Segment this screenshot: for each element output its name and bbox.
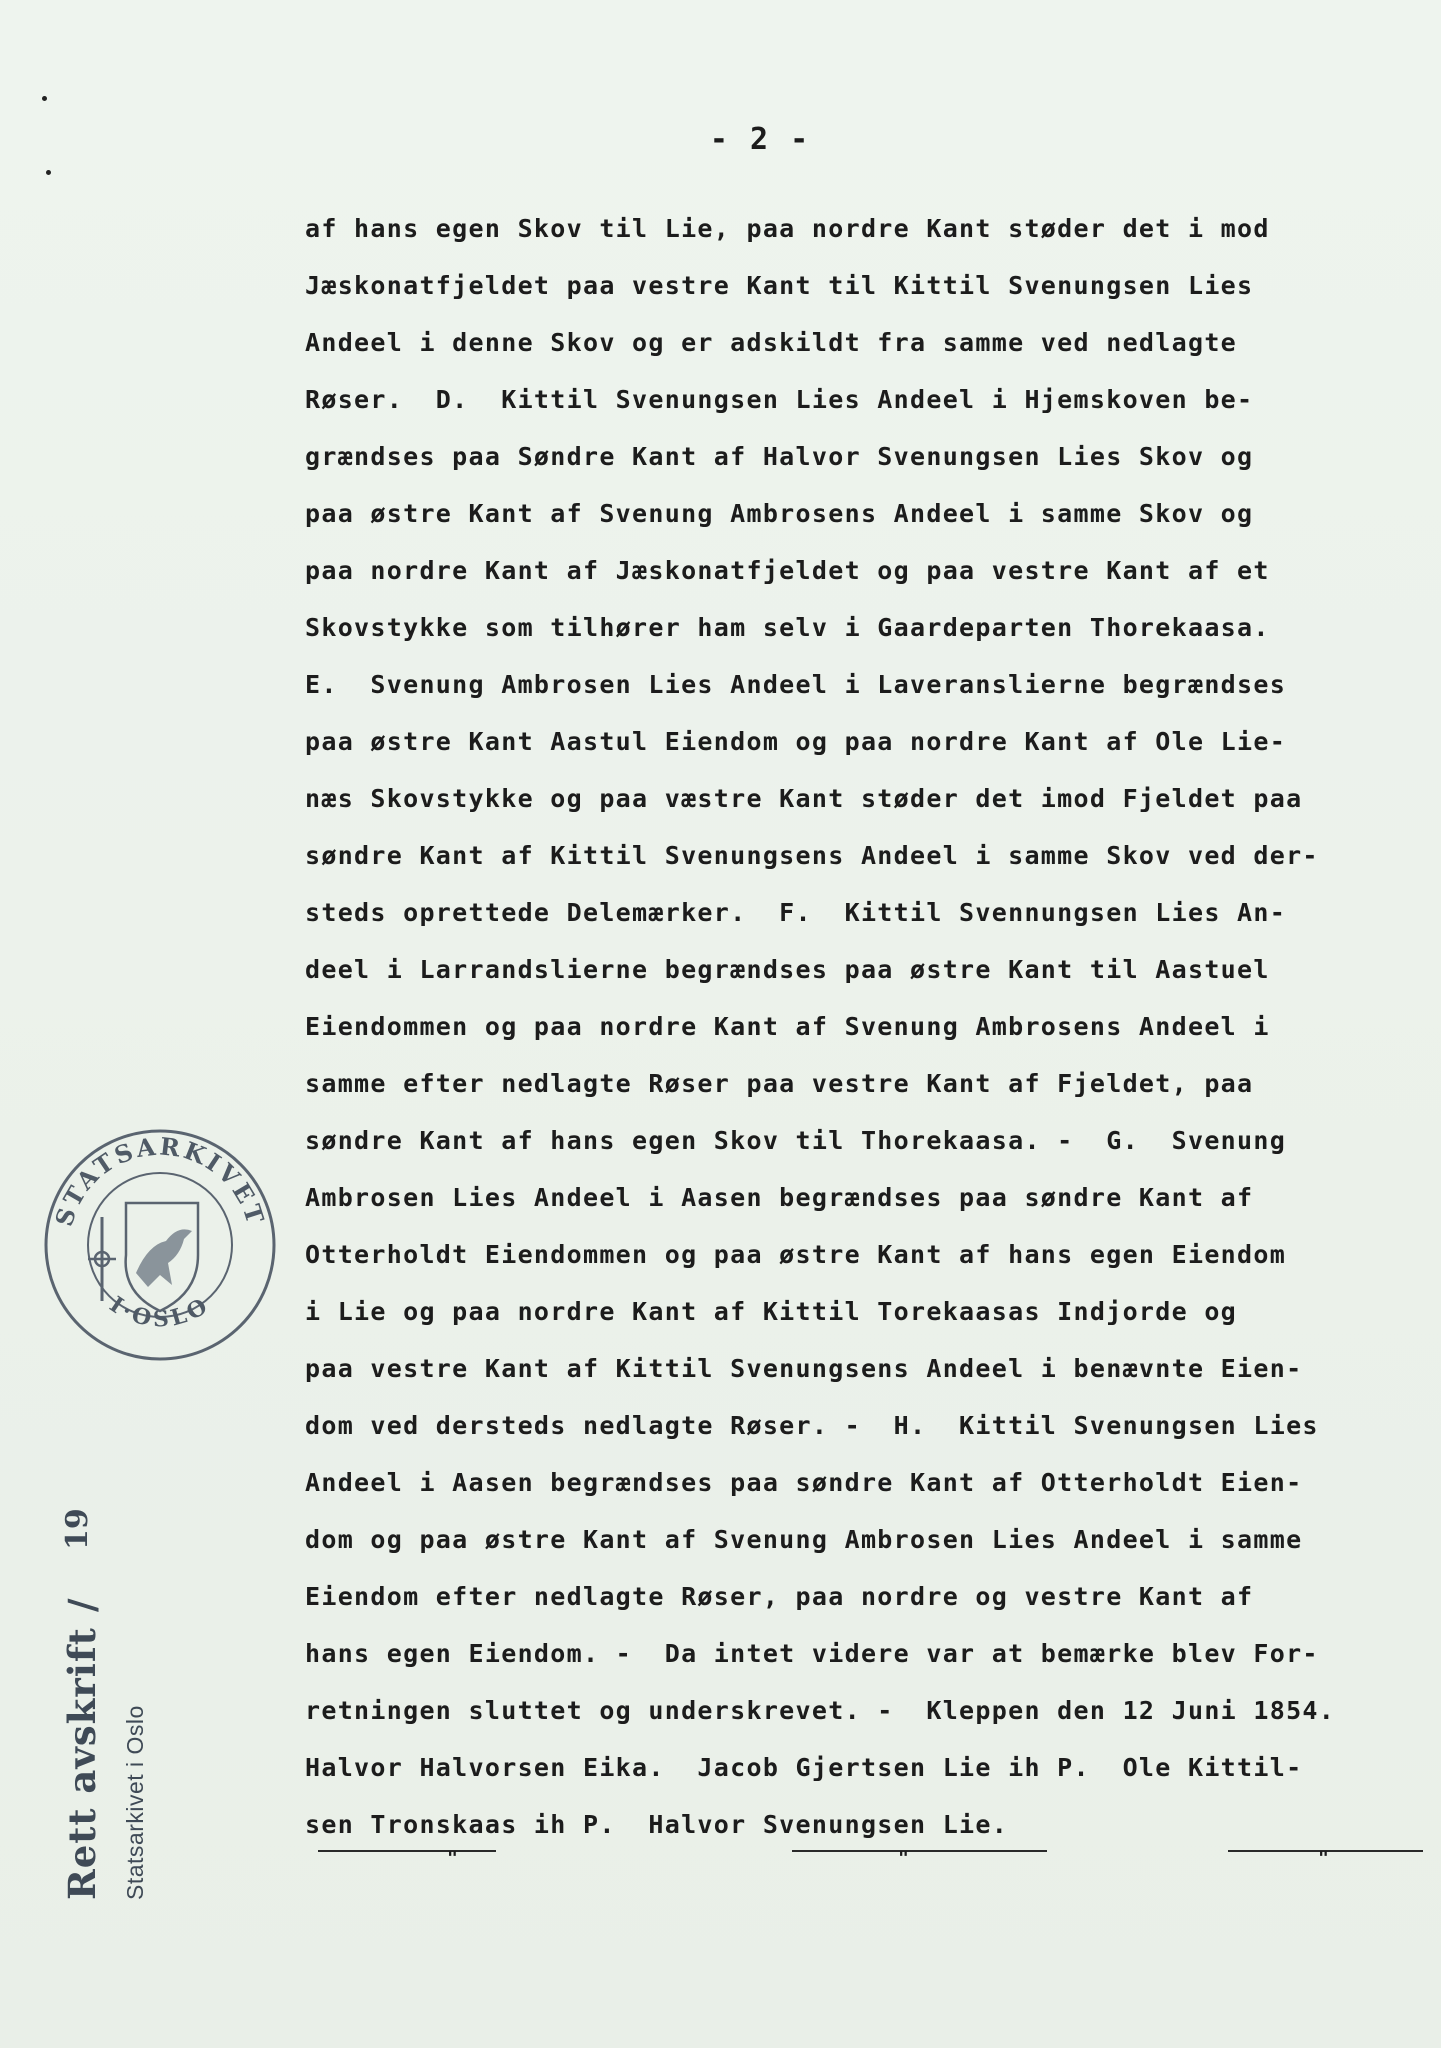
svg-text:STATSARKIVET (49, 1131, 271, 1229)
text-line: dom og paa østre Kant af Svenung Ambrosen Lies Andeel i samme (305, 1525, 1303, 1554)
ditto-mark: " (447, 1848, 458, 1869)
seal-text-bottom: I·OSLO (104, 1291, 216, 1333)
margin-mark (46, 170, 51, 175)
text-line: Skovstykke som tilhører ham selv i Gaardeparten Thorekaasa. (305, 613, 1270, 642)
signature-line (318, 1850, 496, 1852)
text-line: retningen sluttet og underskrevet. - Kleppen den 12 Juni 1854. (305, 1696, 1336, 1725)
text-line: af hans egen Skov til Lie, paa nordre Kant støder det i mod (305, 214, 1270, 243)
stamp-title: Rett avskrift (60, 1627, 104, 1900)
text-line: næs Skovstykke og paa væstre Kant støder det imod Fjeldet paa (305, 784, 1303, 813)
text-line: deel i Larrandslierne begrændses paa østre Kant til Aastuel (305, 955, 1270, 984)
certified-copy-stamp (60, 1340, 180, 1900)
text-line: E. Svenung Ambrosen Lies Andeel i Laveranslierne begrændses (305, 670, 1287, 699)
text-line: Røser. D. Kittil Svenungsen Lies Andeel i Hjemskoven be- (305, 385, 1254, 414)
document-body (305, 200, 1425, 1853)
ditto-mark: " (1318, 1848, 1329, 1869)
text-line: samme efter nedlagte Røser paa vestre Kant af Fjeldet, paa (305, 1069, 1254, 1098)
text-line: grændses paa Søndre Kant af Halvor Svenungsen Lies Skov og (305, 442, 1254, 471)
text-line: dom ved dersteds nedlagte Røser. - H. Kittil Svenungsen Lies (305, 1411, 1319, 1440)
text-line: paa østre Kant af Svenung Ambrosens Andeel i samme Skov og (305, 499, 1254, 528)
stamp-archive-name: Statsarkivet i Oslo (122, 1705, 148, 1900)
text-line: hans egen Eiendom. - Da intet videre var at bemærke blev For- (305, 1639, 1319, 1668)
margin-mark (42, 96, 47, 101)
text-line: Eiendom efter nedlagte Røser, paa nordre og vestre Kant af (305, 1582, 1254, 1611)
text-line: Andeel i Aasen begrændses paa søndre Kant af Otterholdt Eien- (305, 1468, 1303, 1497)
text-line: Ambrosen Lies Andeel i Aasen begrændses paa søndre Kant af (305, 1183, 1254, 1212)
text-line: sen Tronskaas ih P. Halvor Svenungsen Lie. (305, 1810, 1009, 1839)
archive-seal (40, 1125, 280, 1365)
stamp-separator: / (60, 1598, 104, 1612)
text-line: søndre Kant af hans egen Skov til Thorekaasa. - G. Svenung (305, 1126, 1287, 1155)
stamp-year: 19 (60, 1508, 95, 1550)
signature-line (792, 1850, 1047, 1852)
page-number: - 2 - (709, 122, 811, 157)
text-line: paa østre Kant Aastul Eiendom og paa nordre Kant af Ole Lie- (305, 727, 1287, 756)
text-line: Eiendommen og paa nordre Kant af Svenung Ambrosens Andeel i (305, 1012, 1270, 1041)
ditto-mark: " (898, 1848, 909, 1869)
text-line: paa nordre Kant af Jæskonatfjeldet og paa vestre Kant af et (305, 556, 1270, 585)
text-line: Andeel i denne Skov og er adskildt fra samme ved nedlagte (305, 328, 1238, 357)
text-line: i Lie og paa nordre Kant af Kittil Torekaasas Indjorde og (305, 1297, 1238, 1326)
text-line: søndre Kant af Kittil Svenungsens Andeel i samme Skov ved der- (305, 841, 1319, 870)
seal-text-top: STATSARKIVET (49, 1131, 271, 1230)
text-line: Halvor Halvorsen Eika. Jacob Gjertsen Lie ih P. Ole Kittil- (305, 1753, 1303, 1782)
text-line: paa vestre Kant af Kittil Svenungsens Andeel i benævnte Eien- (305, 1354, 1303, 1383)
text-line: Otterholdt Eiendommen og paa østre Kant af hans egen Eiendom (305, 1240, 1287, 1269)
text-line: steds oprettede Delemærker. F. Kittil Svennungsen Lies An- (305, 898, 1287, 927)
text-line: Jæskonatfjeldet paa vestre Kant til Kittil Svenungsen Lies (305, 271, 1254, 300)
